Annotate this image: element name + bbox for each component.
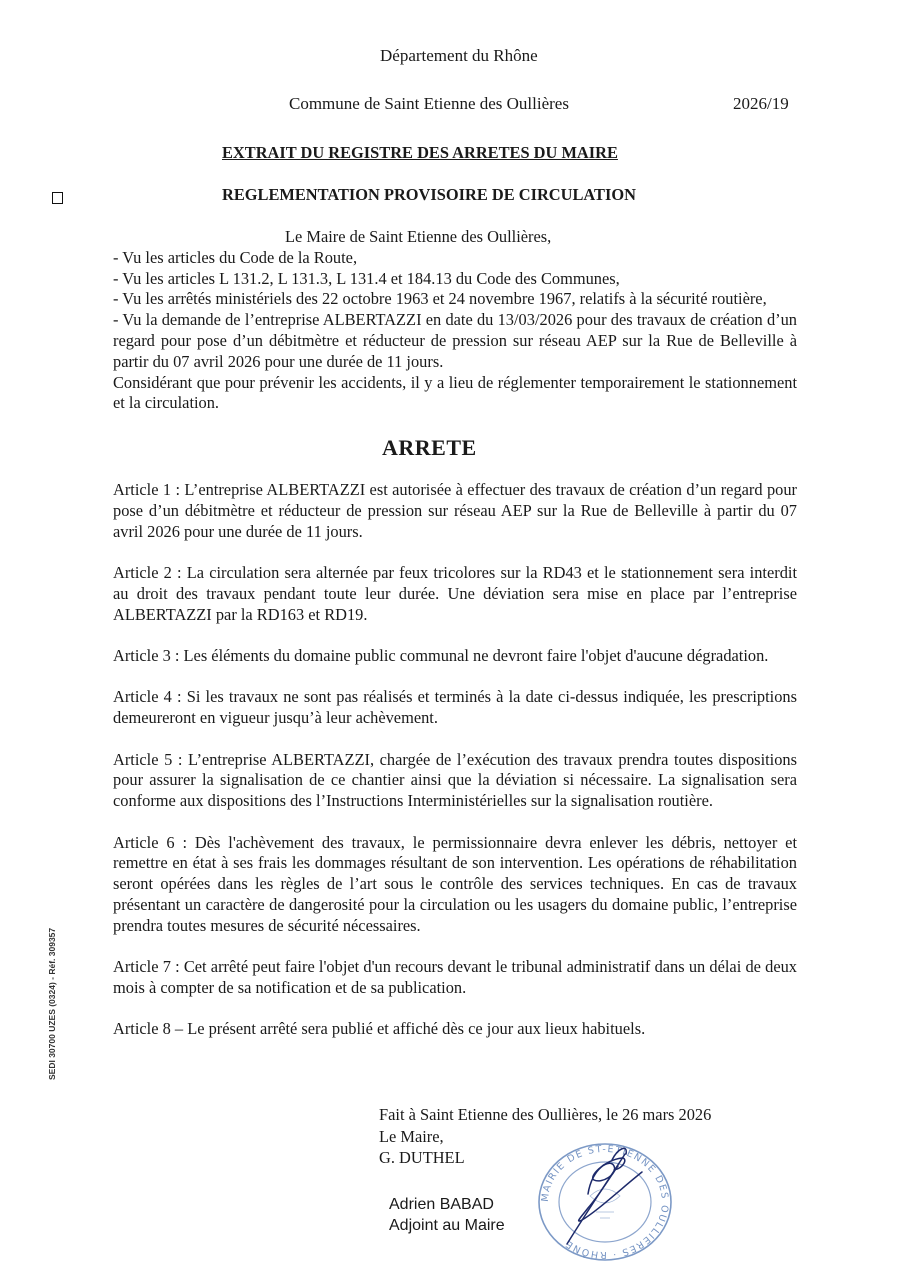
article-5: Article 5 : L’entreprise ALBERTAZZI, chargée de l’exécution des travaux prendra toutes dispositions pour assurer la signalisation de ce chantier ainsi que la déviation si nécessaire. La signalisation sera conforme aux dispositions des l’Instructions Interministérielles sur la signalisation routière.: [113, 749, 797, 811]
article-3: Article 3 : Les éléments du domaine public communal ne devront faire l'objet d'aucune dégradation.: [113, 645, 769, 665]
checkbox-icon: [52, 192, 63, 204]
decree-subject: REGLEMENTATION PROVISOIRE DE CIRCULATION: [222, 185, 636, 204]
commune-heading: Commune de Saint Etienne des Oullières: [289, 94, 569, 113]
place-date: Fait à Saint Etienne des Oullières, le 26 mars 2026: [379, 1105, 712, 1124]
consideration-4: - Vu la demande de l’entreprise ALBERTAZZI en date du 13/03/2026 pour des travaux de création d’un regard pour pose d’un débitmètre et réducteur de pression sur réseau AEP sur la Rue de Belleville à partir du 07 avril 2026 pour une durée de 11 jours.: [113, 310, 797, 371]
stamp-text: MAIRIE DE ST-ETIENNE DES OULLIERES · RHÔNE: [539, 1143, 671, 1261]
consideration-1: - Vu les articles du Code de la Route,: [113, 247, 358, 267]
article-4: Article 4 : Si les travaux ne sont pas réalisés et terminés à la date ci-dessus indiquée, les prescriptions demeureront en vigueur jusqu’à leur achèvement.: [113, 687, 797, 728]
decision-title: ARRETE: [382, 435, 477, 460]
consideration-5: Considérant que pour prévenir les accidents, il y a lieu de réglementer temporairement le stationnement et la circulation.: [113, 372, 797, 413]
article-2: Article 2 : La circulation sera alternée par feux tricolores sur la RD43 et le stationnement sera interdit au droit des travaux pendant toute leur durée. Une déviation sera mise en place par l’entreprise ALBERTAZZI par la RD163 et RD19.: [113, 562, 797, 624]
deputy-name: Adrien BABAD: [389, 1196, 494, 1213]
signatory-role: Le Maire,: [379, 1126, 444, 1146]
deputy-role: Adjoint au Maire: [389, 1217, 505, 1234]
extract-title: EXTRAIT DU REGISTRE DES ARRETES DU MAIRE: [222, 143, 618, 162]
handwritten-signature-icon: [567, 1148, 642, 1244]
articles-list: [113, 480, 797, 1061]
mairie-stamp-icon: [530, 1136, 680, 1266]
consideration-2: - Vu les articles L 131.2, L 131.3, L 131.4 et 184.13 du Code des Communes,: [113, 268, 620, 288]
printer-reference: SEDI 30700 UZES (0324) - Réf. 309357: [47, 927, 57, 1080]
article-7: Article 7 : Cet arrêté peut faire l'objet d'un recours devant le tribunal administratif dans un délai de deux mois à compter de sa notification et de sa publication.: [113, 957, 797, 997]
consideration-3: - Vu les arrêtés ministériels des 22 octobre 1963 et 24 novembre 1967, relatifs à la sécurité routière,: [113, 289, 767, 309]
department-heading: Département du Rhône: [380, 46, 538, 65]
article-8: Article 8 – Le présent arrêté sera publié et affiché dès ce jour aux lieux habituels.: [113, 1019, 646, 1039]
preamble-intro: Le Maire de Saint Etienne des Oullières,: [285, 227, 552, 246]
decree-number: 2026/19: [733, 94, 789, 113]
article-6: Article 6 : Dès l'achèvement des travaux, le permissionnaire devra enlever les débris, nettoyer et remettre en état à ses frais les dommages résultant de son intervention. Les opérations de réhabilitation seront opérées dans les règles de l’art sous le contrôle des services techniques. En cas de travaux présentant un caractère de dangerosité pour la circulation ou les usagers du domaine public, l’entreprise prendra toutes mesures de sécurité nécessaires.: [113, 832, 797, 935]
preamble: [113, 227, 797, 414]
article-1: Article 1 : L’entreprise ALBERTAZZI est autorisée à effectuer des travaux de création d’un regard pour pose d’un débitmètre et réducteur de pression sur réseau AEP sur la Rue de Belleville à partir du 07 avril 2026 pour une durée de 11 jours.: [113, 480, 797, 541]
deputy-block: [389, 1194, 505, 1236]
signatory-name: G. DUTHEL: [379, 1148, 465, 1167]
